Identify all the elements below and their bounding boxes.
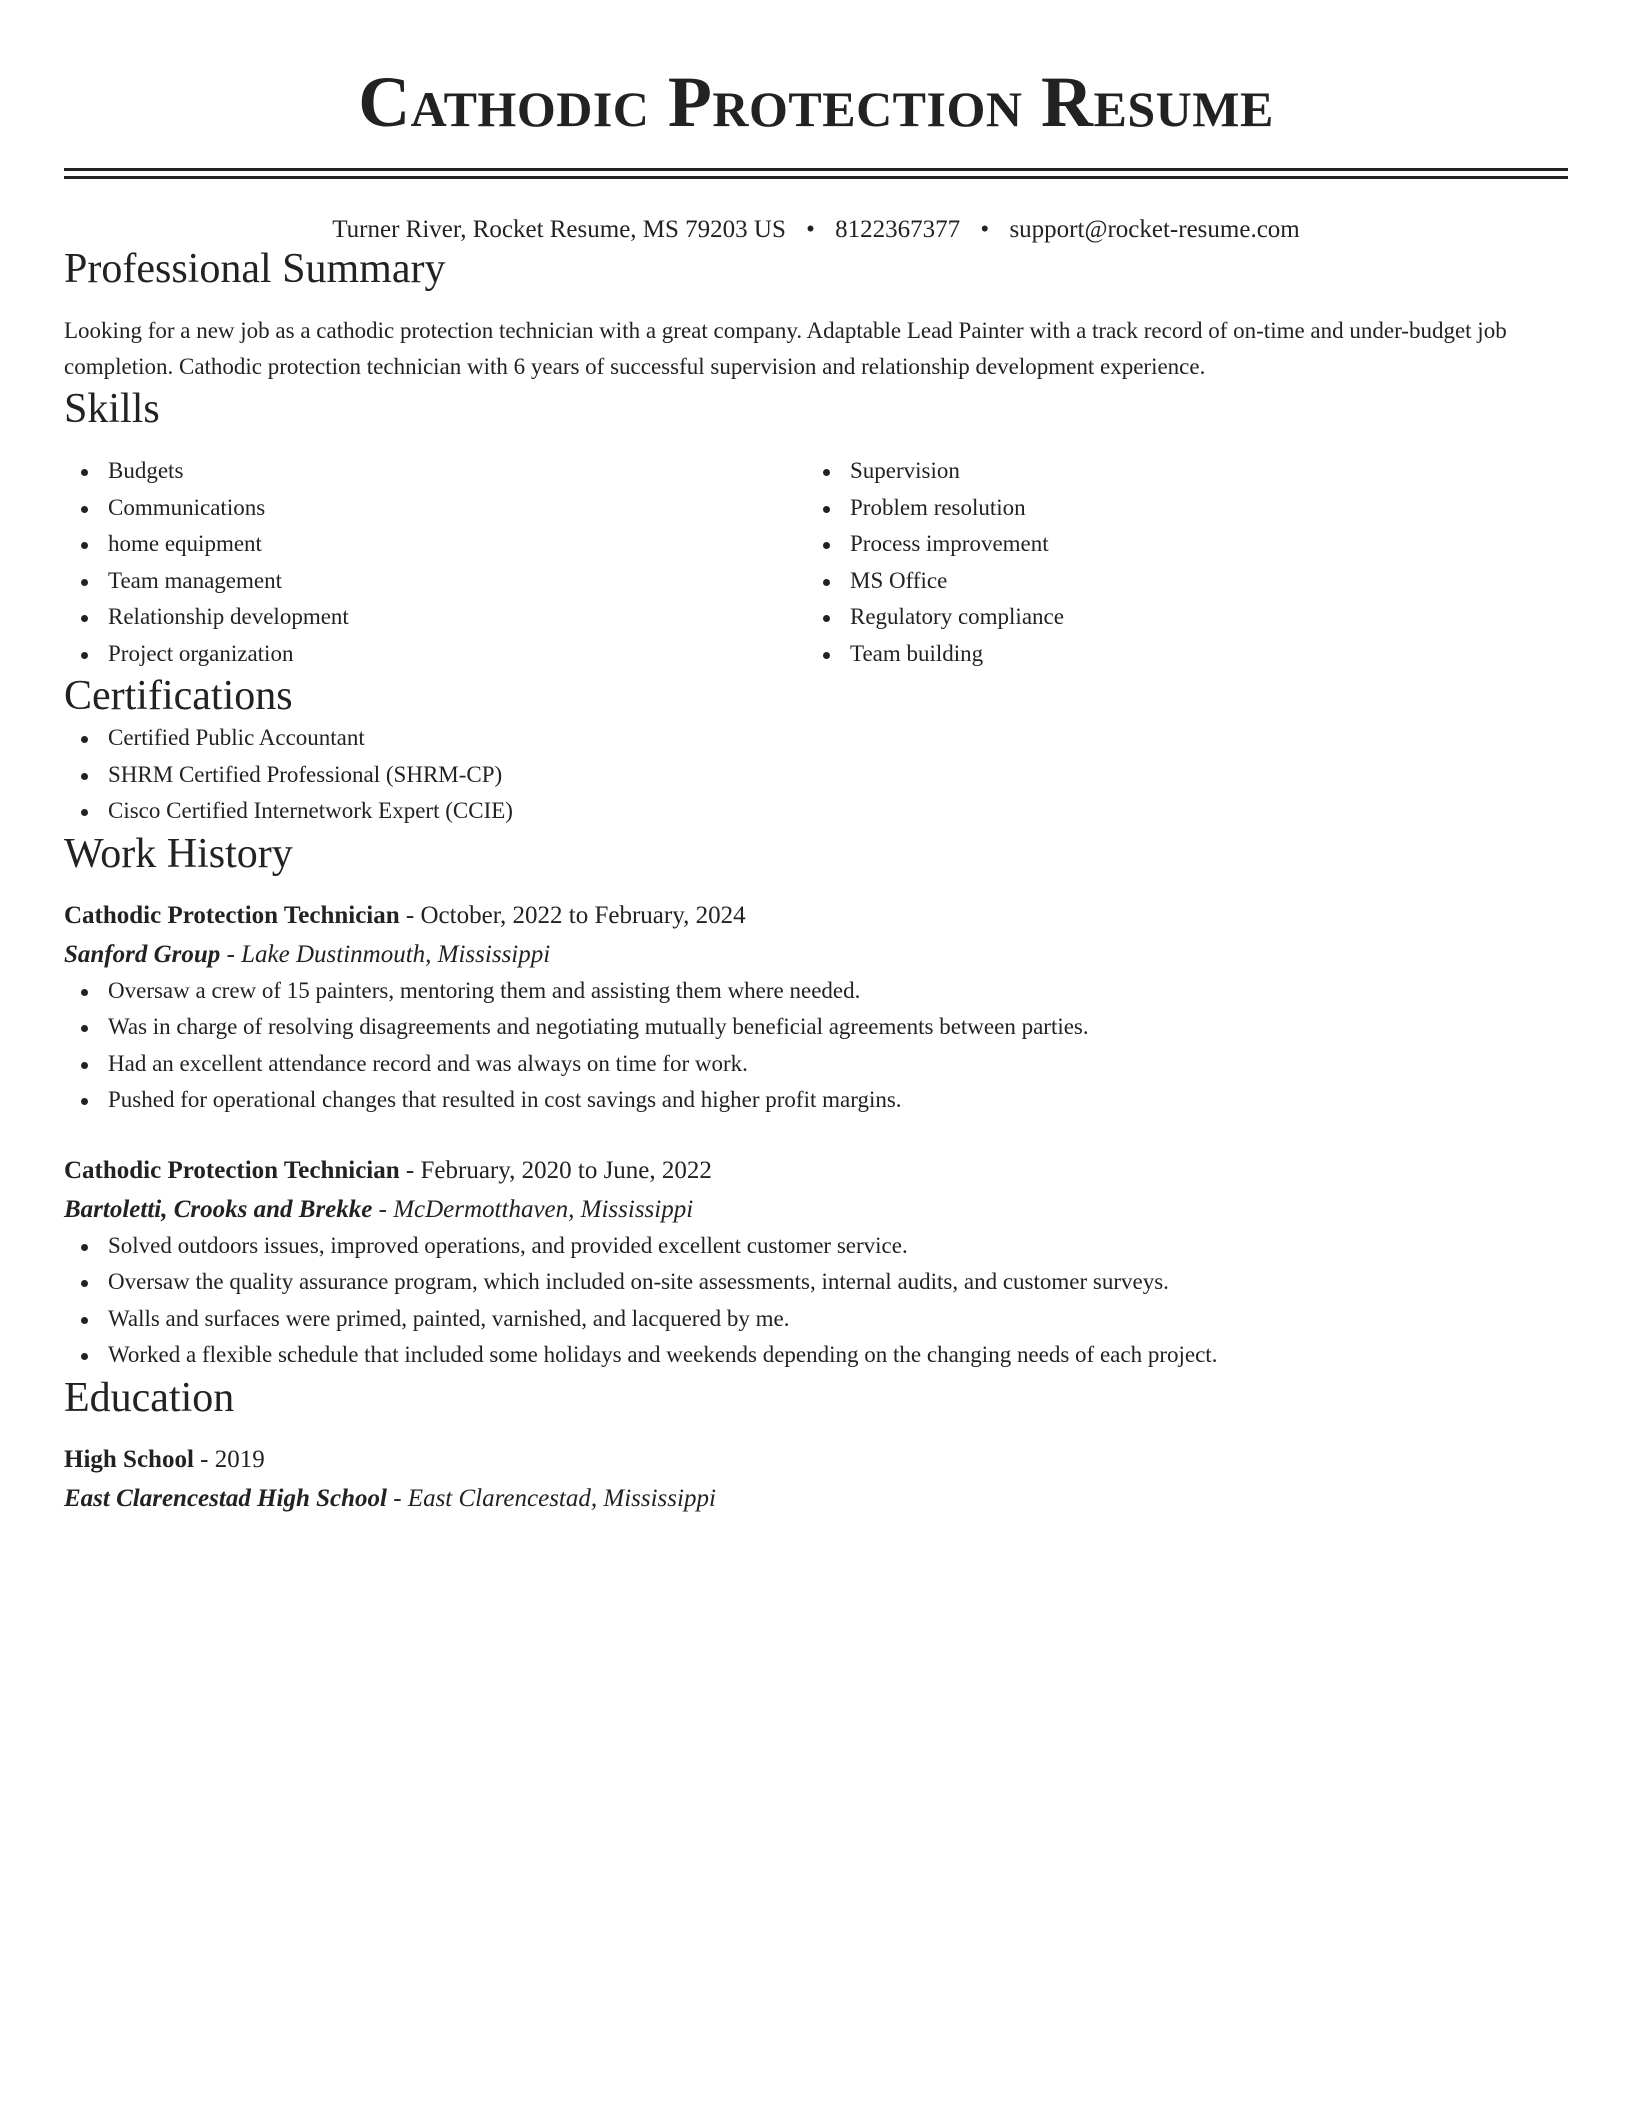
job-company-line	[64, 1192, 1568, 1228]
certification-item: Certified Public Accountant	[64, 720, 1568, 757]
skill-item: Process improvement	[806, 526, 1548, 563]
summary-text: Looking for a new job as a cathodic protection technician with a great company. Adaptable Lead Painter with a track record of on-time and under-budget job completion. Cathodic protection technician with 6 years of successful supervision and relationship development experience.	[64, 318, 1507, 379]
skill-item: Team building	[806, 636, 1548, 673]
skill-item: home equipment	[64, 526, 806, 563]
education-title-line	[64, 1442, 1568, 1478]
job-bullet: Was in charge of resolving disagreements and negotiating mutually beneficial agreements between parties.	[64, 1009, 1568, 1046]
contact-email: support@rocket-resume.com	[1009, 216, 1300, 243]
job-bullet: Oversaw the quality assurance program, which included on-site assessments, internal audits, and customer surveys.	[64, 1264, 1568, 1301]
education-school-line	[64, 1481, 1568, 1517]
job-location: McDermotthaven, Mississippi	[393, 1195, 694, 1223]
job-bullet: Walls and surfaces were primed, painted, varnished, and lacquered by me.	[64, 1301, 1568, 1338]
job-company-line	[64, 937, 1568, 973]
education-school: East Clarencestad High School	[64, 1484, 387, 1512]
dash: -	[378, 1195, 387, 1223]
certification-item: SHRM Certified Professional (SHRM-CP)	[64, 757, 1568, 794]
job-bullet: Pushed for operational changes that resulted in cost savings and higher profit margins.	[64, 1082, 1568, 1119]
education-year: 2019	[214, 1445, 265, 1473]
contact-address: Turner River, Rocket Resume, MS 79203 US	[332, 216, 786, 243]
dash: -	[200, 1445, 209, 1473]
skills-list-right	[806, 453, 1548, 672]
skill-item: Project organization	[64, 636, 806, 673]
contact-phone: 8122367377	[835, 216, 961, 243]
skill-item: Relationship development	[64, 599, 806, 636]
skill-item: Supervision	[806, 453, 1548, 490]
job-dates: February, 2020 to June, 2022	[420, 1156, 712, 1184]
dash: -	[405, 901, 415, 929]
education-degree: High School	[64, 1445, 194, 1473]
education-heading: Education	[64, 1374, 235, 1421]
job-title: Cathodic Protection Technician	[64, 901, 400, 929]
education-location: East Clarencestad, Mississippi	[407, 1484, 716, 1512]
skill-item: Team management	[64, 563, 806, 600]
job-bullet: Solved outdoors issues, improved operations, and provided excellent customer service.	[64, 1228, 1568, 1265]
job-location: Lake Dustinmouth, Mississippi	[241, 940, 551, 968]
certifications-heading: Certifications	[64, 673, 293, 719]
resume-title: Cathodic Protection Resume	[358, 62, 1274, 142]
skills-grid	[64, 453, 1568, 672]
contact-line	[64, 215, 1568, 245]
skill-item: MS Office	[806, 563, 1548, 600]
job-bullets	[64, 973, 1568, 1119]
skills-column-left	[64, 453, 806, 672]
job-bullet: Had an excellent attendance record and was always on time for work.	[64, 1046, 1568, 1083]
skill-item: Communications	[64, 490, 806, 527]
contact-separator: •	[980, 216, 990, 243]
job-title: Cathodic Protection Technician	[64, 1156, 400, 1184]
title-double-rule	[64, 168, 1568, 179]
job-company: Bartoletti, Crooks and Brekke	[64, 1195, 373, 1223]
job-bullet: Worked a flexible schedule that included some holidays and weekends depending on the changing needs of each project.	[64, 1337, 1568, 1374]
summary-heading: Professional Summary	[64, 246, 446, 292]
job-title-line	[64, 898, 1568, 934]
skill-item: Budgets	[64, 453, 806, 490]
job-company: Sanford Group	[64, 940, 221, 968]
dash: -	[226, 940, 235, 968]
job-title-line	[64, 1153, 1568, 1189]
skills-column-right	[806, 453, 1548, 672]
skills-list-left	[64, 453, 806, 672]
skill-item: Regulatory compliance	[806, 599, 1548, 636]
job-entry	[64, 1153, 1568, 1374]
job-bullets	[64, 1228, 1568, 1374]
job-dates: October, 2022 to February, 2024	[420, 901, 746, 929]
job-entry	[64, 898, 1568, 1119]
certification-item: Cisco Certified Internetwork Expert (CCIE)	[64, 793, 1568, 830]
work-history-heading: Work History	[64, 830, 293, 877]
certifications-list	[64, 720, 1568, 830]
skill-item: Problem resolution	[806, 490, 1548, 527]
dash: -	[405, 1156, 415, 1184]
job-bullet: Oversaw a crew of 15 painters, mentoring them and assisting them where needed.	[64, 973, 1568, 1010]
dash: -	[393, 1484, 402, 1512]
skills-heading: Skills	[64, 386, 160, 432]
contact-separator: •	[806, 216, 815, 243]
